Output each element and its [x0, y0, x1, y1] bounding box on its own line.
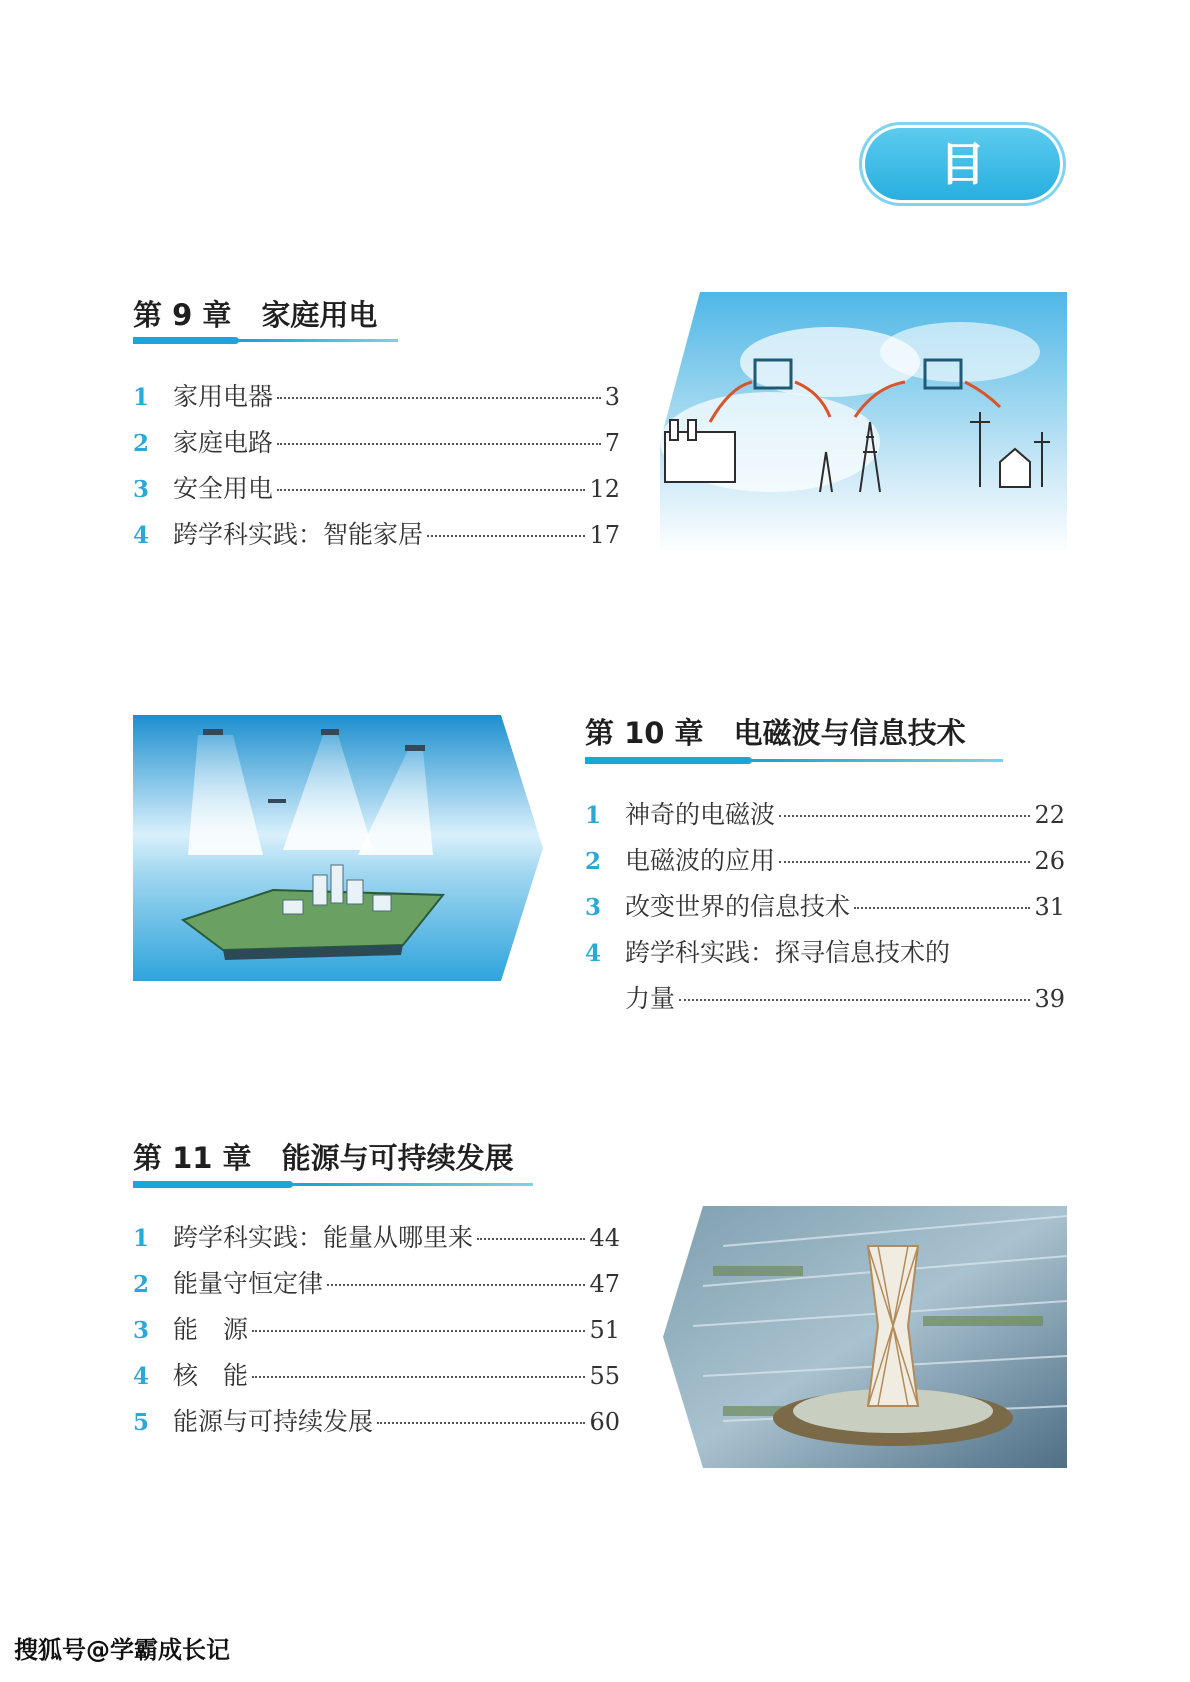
toc-item[interactable] — [585, 841, 1065, 887]
toc-label: 能量守恒定律 — [173, 1269, 324, 1298]
toc-label: 家庭电路 — [173, 428, 274, 457]
toc-label: 跨学科实践：能量从哪里来 — [173, 1223, 474, 1252]
toc-index: 2 — [133, 1271, 150, 1298]
toc-index: 4 — [585, 940, 602, 967]
leader-dots — [779, 815, 1030, 817]
toc-index: 3 — [133, 476, 150, 503]
toc-label: 神奇的电磁波 — [625, 800, 776, 829]
chapter-name: 家庭用电 — [261, 298, 378, 332]
leader-dots — [277, 397, 601, 399]
leader-dots — [377, 1422, 585, 1424]
chapter-11-underline — [133, 1183, 533, 1186]
leader-dots — [277, 443, 601, 445]
toc-page: 60 — [589, 1408, 620, 1436]
toc-item[interactable] — [585, 933, 1065, 979]
chapter-9-title — [133, 293, 377, 334]
leader-dots — [277, 489, 585, 491]
chapter-10-title — [585, 711, 966, 752]
toc-page: 44 — [589, 1224, 620, 1252]
toc-item[interactable] — [133, 1402, 620, 1448]
toc-page: 47 — [589, 1270, 620, 1298]
toc-index: 4 — [133, 522, 150, 549]
chapter-10-toc — [585, 795, 1065, 1025]
toc-item[interactable] — [585, 887, 1065, 933]
chapter-name: 能源与可持续发展 — [281, 1141, 514, 1175]
chapter-name: 电磁波与信息技术 — [733, 716, 966, 750]
toc-label: 改变世界的信息技术 — [625, 892, 851, 921]
toc-page: 51 — [589, 1316, 620, 1344]
toc-item[interactable] — [133, 1310, 620, 1356]
leader-dots — [252, 1330, 585, 1332]
toc-page: 39 — [1034, 985, 1065, 1013]
toc-index: 1 — [133, 384, 150, 411]
toc-index: 4 — [133, 1363, 150, 1390]
toc-page: 55 — [589, 1362, 620, 1390]
toc-item[interactable] — [133, 469, 620, 515]
toc-label: 能源与可持续发展 — [173, 1407, 374, 1436]
chapter-9-toc — [133, 377, 620, 561]
leader-dots — [477, 1238, 585, 1240]
toc-index: 1 — [585, 802, 602, 829]
leader-dots — [854, 907, 1030, 909]
satellite-city-illustration — [133, 715, 543, 981]
toc-page: 3 — [604, 383, 620, 411]
toc-item[interactable] — [133, 423, 620, 469]
leader-dots — [327, 1284, 585, 1286]
chapter-11-toc — [133, 1218, 620, 1448]
leader-dots — [427, 535, 585, 537]
toc-index: 1 — [133, 1225, 150, 1252]
toc-item[interactable] — [133, 377, 620, 423]
toc-label: 核 能 — [173, 1361, 249, 1390]
toc-page: 7 — [604, 429, 620, 457]
chapter-9-underline — [133, 339, 398, 342]
toc-index: 5 — [133, 1409, 150, 1436]
toc-label: 安全用电 — [173, 474, 274, 503]
page-title: 目 录 — [865, 128, 1060, 200]
toc-item[interactable] — [585, 795, 1065, 841]
chapter-number: 第 9 章 — [133, 298, 232, 332]
toc-item[interactable] — [133, 1356, 620, 1402]
toc-page: 12 — [589, 475, 620, 503]
leader-dots — [779, 861, 1030, 863]
chapter-number: 第 10 章 — [585, 716, 704, 750]
power-grid-illustration — [660, 292, 1067, 554]
toc-page: 22 — [1034, 801, 1065, 829]
toc-item[interactable] — [133, 1218, 620, 1264]
toc-index: 2 — [133, 430, 150, 457]
toc-item-continuation[interactable] — [585, 979, 1065, 1025]
toc-item[interactable] — [133, 515, 620, 561]
toc-page: 31 — [1034, 893, 1065, 921]
chapter-11-title — [133, 1136, 514, 1177]
toc-page: 17 — [589, 521, 620, 549]
chapter-10-underline — [585, 759, 1003, 762]
toc-label: 家用电器 — [173, 382, 274, 411]
toc-label: 跨学科实践：智能家居 — [173, 520, 424, 549]
leader-dots — [252, 1376, 585, 1378]
chapter-number: 第 11 章 — [133, 1141, 252, 1175]
toc-label: 电磁波的应用 — [625, 846, 776, 875]
solar-tower-illustration — [663, 1206, 1067, 1468]
toc-item[interactable] — [133, 1264, 620, 1310]
toc-label: 力量 — [625, 984, 676, 1013]
toc-page: 26 — [1034, 847, 1065, 875]
toc-label: 跨学科实践：探寻信息技术的 — [625, 938, 951, 967]
leader-dots — [679, 999, 1030, 1001]
toc-index: 3 — [585, 894, 602, 921]
toc-index: 2 — [585, 848, 602, 875]
toc-index: 3 — [133, 1317, 150, 1344]
toc-label: 能 源 — [173, 1315, 249, 1344]
watermark: 搜狐号@学霸成长记 — [14, 1636, 230, 1664]
